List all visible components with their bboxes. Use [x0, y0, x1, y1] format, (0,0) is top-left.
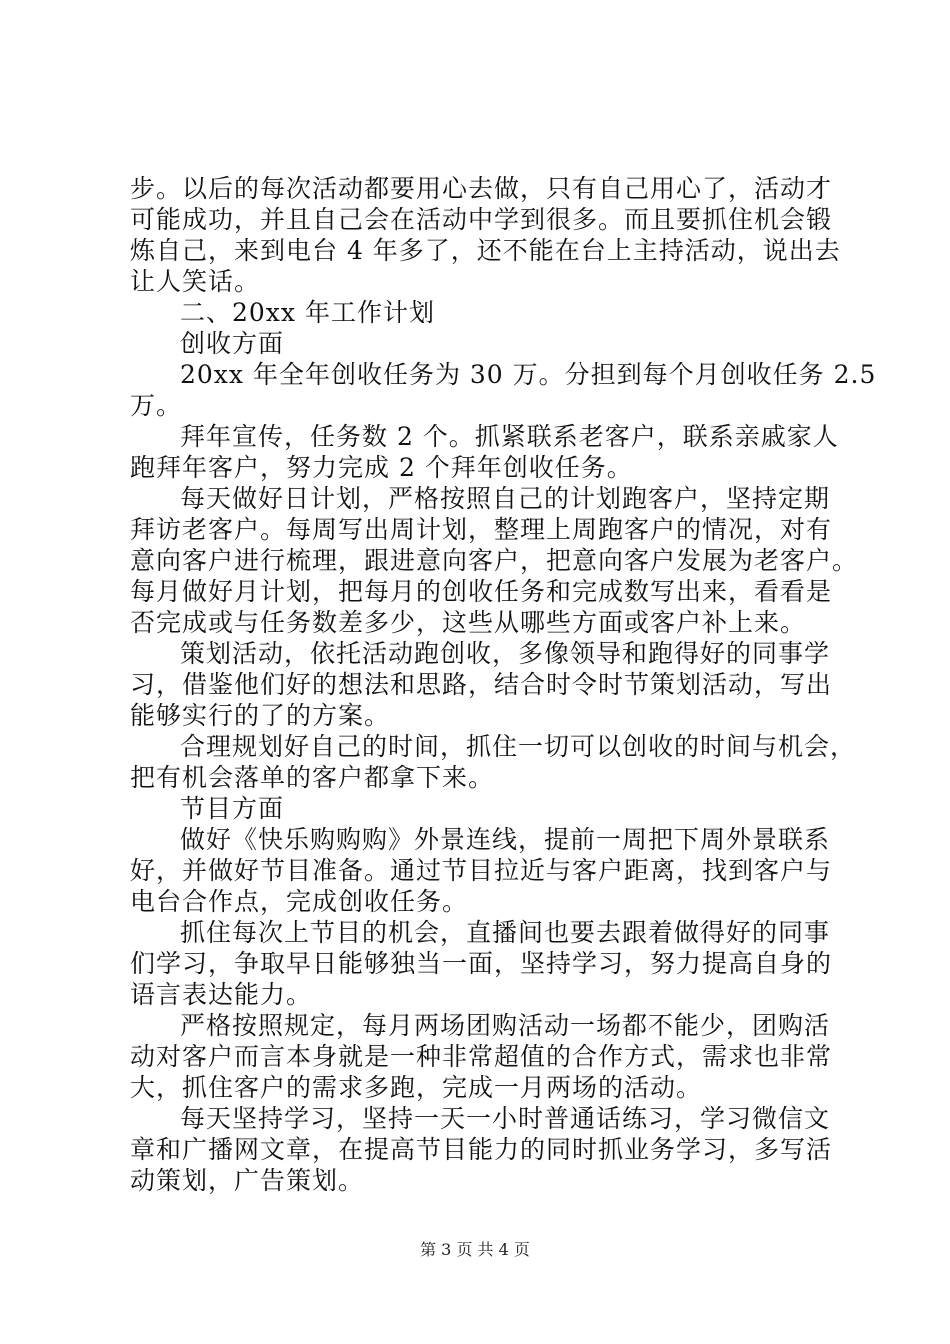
text-line: 抓住每次上节目的机会，直播间也要去跟着做得好的同事 — [180, 918, 831, 947]
text-line: 炼自己，来到电台 4 年多了，还不能在台上主持活动，说出去 — [130, 236, 841, 265]
text-line: 们学习，争取早日能够独当一面，坚持学习，努力提高自身的 — [130, 949, 833, 978]
text-line: 合理规划好自己的时间，抓住一切可以创收的时间与机会， — [180, 732, 857, 761]
text-line: 每天坚持学习，坚持一天一小时普通话练习，学习微信文 — [180, 1104, 831, 1133]
text-line: 严格按照规定，每月两场团购活动一场都不能少，团购活 — [180, 1011, 831, 1040]
text-line: 拜访老客户。每周写出周计划，整理上周跑客户的情况，对有 — [130, 515, 833, 544]
page-footer: 第 3 页 共 4 页 — [420, 1240, 530, 1259]
text-line: 能够实行的了的方案。 — [130, 701, 391, 730]
text-line: 意向客户进行梳理，跟进意向客户，把意向客户发展为老客户。 — [130, 546, 859, 575]
text-line: 动策划，广告策划。 — [130, 1166, 365, 1195]
text-line: 语言表达能力。 — [130, 980, 313, 1009]
text-line: 习，借鉴他们好的想法和思路，结合时令时节策划活动，写出 — [130, 670, 833, 699]
text-line: 电台合作点，完成创收任务。 — [130, 887, 469, 916]
document-body — [130, 173, 877, 1196]
text-line: 步。以后的每次活动都要用心去做，只有自己用心了，活动才 — [130, 174, 833, 203]
text-line: 策划活动，依托活动跑创收，多像领导和跑得好的同事学 — [180, 639, 831, 668]
text-line: 好，并做好节目准备。通过节目拉近与客户距离，找到客户与 — [130, 856, 833, 885]
text-line: 动对客户而言本身就是一种非常超值的合作方式，需求也非常 — [130, 1042, 833, 1071]
text-line: 跑拜年客户，努力完成 2 个拜年创收任务。 — [130, 453, 633, 482]
text-line: 否完成或与任务数差多少，这些从哪些方面或客户补上来。 — [130, 608, 807, 637]
text-line: 拜年宣传，任务数 2 个。抓紧联系老客户，联系亲戚家人 — [180, 422, 839, 451]
text-line: 二、20xx 年工作计划 — [180, 298, 435, 327]
text-line: 可能成功，并且自己会在活动中学到很多。而且要抓住机会锻 — [130, 205, 833, 234]
text-line: 20xx 年全年创收任务为 30 万。分担到每个月创收任务 2.5 — [180, 360, 877, 389]
text-line: 每天做好日计划，严格按照自己的计划跑客户，坚持定期 — [180, 484, 831, 513]
text-line: 大，抓住客户的需求多跑，完成一月两场的活动。 — [130, 1073, 703, 1102]
text-line: 每月做好月计划，把每月的创收任务和完成数写出来，看看是 — [130, 577, 833, 606]
text-line: 创收方面 — [180, 329, 285, 358]
text-line: 万。 — [130, 391, 183, 420]
text-line: 让人笑话。 — [130, 267, 261, 296]
text-line: 把有机会落单的客户都拿下来。 — [130, 763, 495, 792]
text-line: 节目方面 — [180, 794, 285, 823]
text-line: 章和广播网文章，在提高节目能力的同时抓业务学习，多写活 — [130, 1135, 833, 1164]
text-line: 做好《快乐购购购》外景连线，提前一周把下周外景联系 — [180, 825, 831, 854]
